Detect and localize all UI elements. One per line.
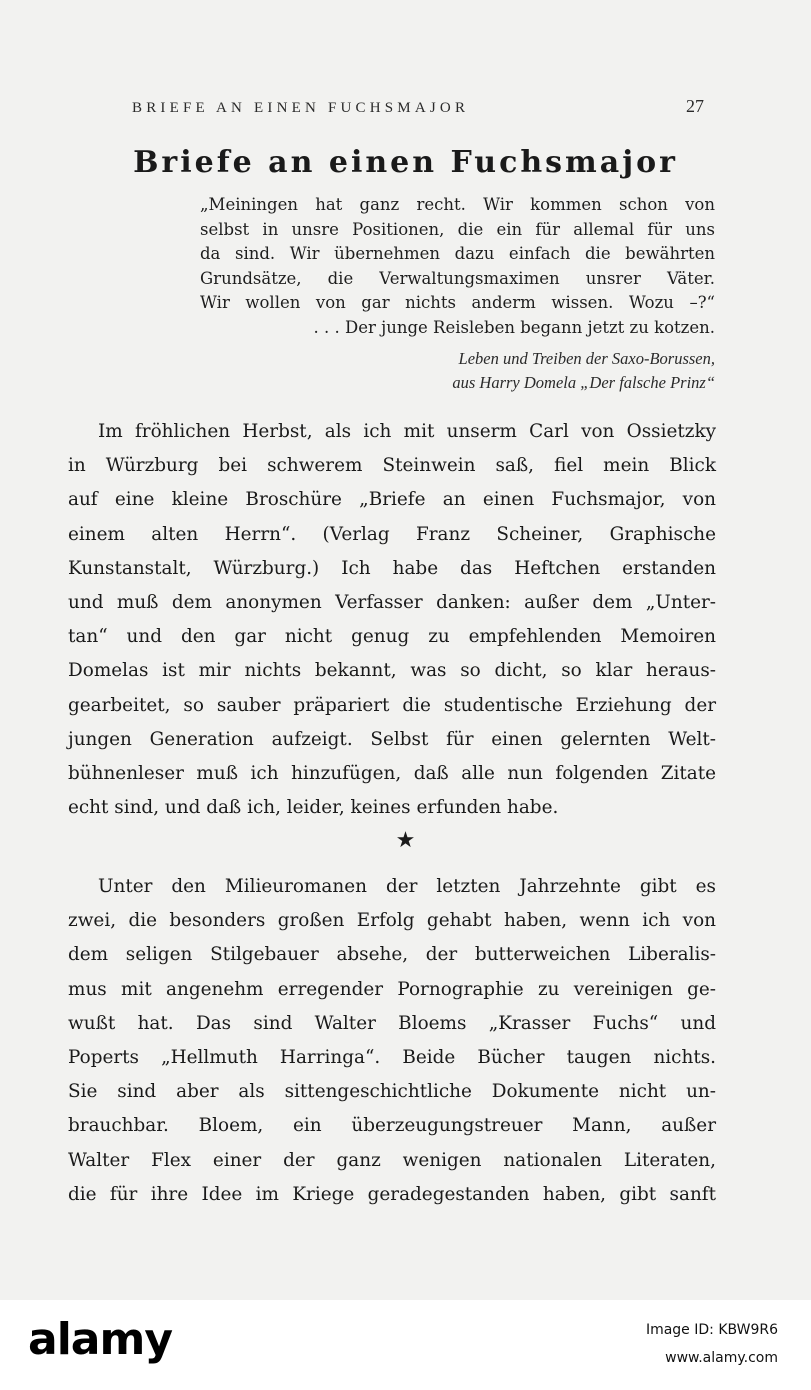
epigraph-line: „Meiningen hat ganz recht. Wir kommen schon von: [200, 195, 715, 214]
text-line: auf eine kleine Broschüre „Briefe an einen Fuchsmajor, von: [68, 489, 716, 511]
text-line: Kunstanstalt, Würzburg.) Ich habe das Heftchen erstanden: [68, 557, 716, 579]
text-line: und muß dem anonymen Verfasser danken: außer dem „Unter-: [68, 592, 716, 614]
text-line: echt sind, und daß ich, leider, keines erfunden habe.: [68, 797, 559, 819]
epigraph-line: selbst in unsre Positionen, die ein für allemal für uns: [200, 219, 715, 239]
text-line: einem alten Herrn“. (Verlag Franz Scheiner, Graphische: [68, 523, 716, 545]
text-line: dem seligen Stilgebauer absehe, der butterweichen Liberalis-: [68, 944, 716, 966]
text-line: die für ihre Idee im Kriege geradegestanden haben, gibt sanft: [68, 1183, 716, 1205]
paragraph-2: [68, 870, 716, 1212]
text-line: Im fröhlichen Herbst, als ich mit unserm Carl von Ossietzky: [98, 421, 716, 442]
text-line: jungen Generation aufzeigt. Selbst für einen gelernten Welt-: [68, 728, 716, 750]
epigraph: [200, 193, 715, 341]
watermark-footer: [0, 1300, 811, 1390]
text-line: tan“ und den gar nicht genug zu empfehlenden Memoiren: [68, 626, 716, 648]
section-separator-star: ★: [395, 828, 416, 853]
alamy-logo: alamy: [28, 1314, 172, 1365]
text-line: brauchbar. Bloem, ein überzeugungstreuer Mann, außer: [68, 1115, 716, 1137]
text-line: wußt hat. Das sind Walter Bloems „Krasser Fuchs“ und: [68, 1012, 716, 1034]
text-line: Poperts „Hellmuth Harringa“. Beide Bücher taugen nichts.: [68, 1047, 716, 1069]
text-line: in Würzburg bei schwerem Steinwein saß, fiel mein Blick: [68, 455, 716, 477]
chapter-title: Briefe an einen Fuchsmajor: [133, 145, 678, 180]
epigraph-line: Wir wollen von gar nichts anderm wissen. Wozu –?“: [200, 293, 715, 313]
source-line: aus Harry Domela „Der falsche Prinz“: [452, 373, 715, 392]
source-line: Leben und Treiben der Saxo-Borussen,: [458, 349, 715, 368]
text-line: Sie sind aber als sittengeschichtliche Dokumente nicht un-: [68, 1081, 716, 1103]
text-line: zwei, die besonders großen Erfolg gehabt haben, wenn ich von: [68, 910, 716, 932]
epigraph-line: Grundsätze, die Verwaltungsmaximen unsrer Väter.: [200, 268, 715, 288]
epigraph-line: . . . Der junge Reisleben begann jetzt zu kotzen.: [313, 317, 715, 337]
text-line: Domelas ist mir nichts bekannt, was so dicht, so klar heraus-: [68, 660, 716, 682]
paragraph-1: [68, 415, 716, 825]
epigraph-source: [300, 347, 715, 395]
text-line: Walter Flex einer der ganz wenigen nationalen Literaten,: [68, 1149, 716, 1171]
text-line: Unter den Milieuromanen der letzten Jahrzehnte gibt es: [98, 876, 716, 897]
running-title: BRIEFE AN EINEN FUCHSMAJOR: [132, 100, 470, 116]
epigraph-line: da sind. Wir übernehmen dazu einfach die bewährten: [200, 244, 715, 264]
text-line: gearbeitet, so sauber präpariert die studentische Erziehung der: [68, 694, 716, 716]
site-url: www.alamy.com: [665, 1350, 778, 1366]
image-id-label: Image ID: KBW9R6: [645, 1322, 778, 1338]
text-line: mus mit angenehm erregender Pornographie zu vereinigen ge-: [68, 978, 716, 1000]
page-number: 27: [686, 96, 704, 116]
text-line: bühnenleser muß ich hinzufügen, daß alle nun folgenden Zitate: [68, 763, 716, 785]
